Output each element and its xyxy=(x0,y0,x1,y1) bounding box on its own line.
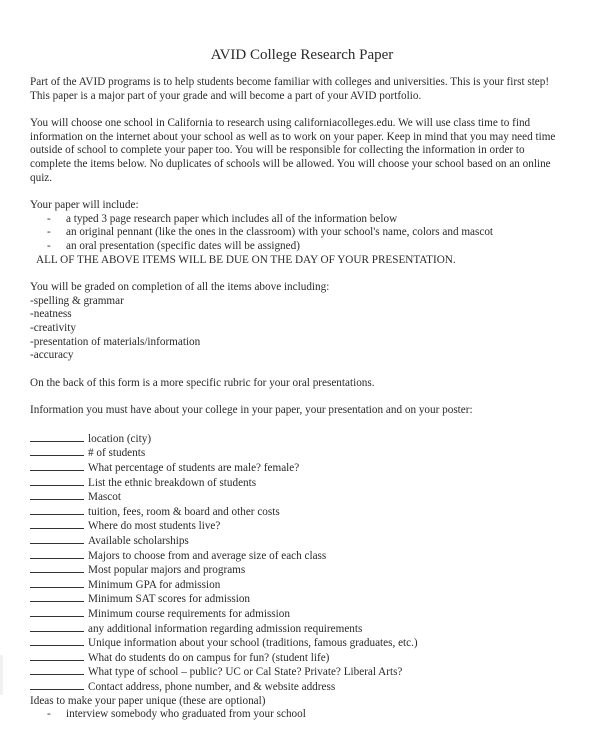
blank-line xyxy=(30,490,84,500)
checklist-item-label: Minimum course requirements for admission xyxy=(88,608,290,620)
checklist-item xyxy=(30,665,560,680)
checklist xyxy=(30,432,560,695)
blank-line xyxy=(30,461,84,471)
checklist-item-label: Unique information about your school (traditions, famous graduates, etc.) xyxy=(88,637,418,650)
checklist-item xyxy=(30,563,560,578)
list-item: -presentation of materials/information xyxy=(30,335,201,348)
checklist-item xyxy=(30,549,560,564)
blank-line xyxy=(30,505,84,515)
graded-section xyxy=(30,281,560,363)
blank-line xyxy=(30,534,84,544)
checklist-item xyxy=(30,607,560,622)
checklist-item xyxy=(30,490,560,505)
checklist-item-label: Minimum SAT scores for admission xyxy=(88,593,251,606)
list-item: - an original pennant (like the ones in the classroom) with your school's name, colors and mascot xyxy=(47,226,560,240)
list-item: - a typed 3 page research paper which includes all of the information below xyxy=(47,213,560,227)
checklist-item-label: any additional information regarding admission requirements xyxy=(88,622,363,635)
checklist-item-label: What percentage of students are male? female? xyxy=(88,462,300,475)
blank-line xyxy=(30,578,84,588)
blank-line xyxy=(30,476,84,486)
checklist-item-label: Contact address, phone number, and & website address xyxy=(88,680,336,693)
graded-heading: You will be graded on completion of all the items above including: xyxy=(30,281,330,294)
info-heading: Information you must have about your college in your paper, your presentation and on your poster: xyxy=(30,404,473,417)
blank-line xyxy=(30,446,84,456)
checklist-item xyxy=(30,578,560,593)
intro-paragraph: Part of the AVID programs is to help students become familiar with colleges and universities. This is your first step! This paper is a major part of your grade and will become a part of your AVID portfolio. xyxy=(30,76,550,102)
blank-line xyxy=(30,563,84,573)
list-item: -accuracy xyxy=(30,349,74,362)
paper-include-section xyxy=(30,199,560,267)
ideas-section xyxy=(30,695,560,722)
instructions-paragraph: You will choose one school in California to research using californiacolleges.edu. We will use class time to find information on the internet about your school as well as to work on your paper. Keep in mind that you may need time outside of school to complete your paper too. You will be responsible for collecting the information in order to complete the items below. No duplicates of schools will be allowed. You will choose your school based on an online quiz. xyxy=(30,117,556,184)
paper-include-list xyxy=(30,213,560,254)
checklist-item-label: tuition, fees, room & board and other costs xyxy=(88,505,280,518)
checklist-item-label: Minimum GPA for admission xyxy=(88,578,221,591)
blank-line xyxy=(30,665,84,675)
checklist-item-label: # of students xyxy=(88,447,146,460)
blank-line xyxy=(30,607,84,617)
checklist-item-label: Most popular majors and programs xyxy=(88,564,246,577)
faint-footer-mark xyxy=(300,690,450,698)
due-note: ALL OF THE ABOVE ITEMS WILL BE DUE ON THE DAY OF YOUR PRESENTATION. xyxy=(36,253,456,266)
checklist-item xyxy=(30,476,560,491)
paper-include-heading: Your paper will include: xyxy=(30,199,139,212)
blank-line xyxy=(30,432,84,442)
checklist-item-label: Mascot xyxy=(88,491,121,504)
checklist-item xyxy=(30,446,560,461)
ideas-list xyxy=(30,708,560,722)
checklist-item xyxy=(30,680,560,695)
list-item: -creativity xyxy=(30,321,76,334)
blank-line xyxy=(30,519,84,529)
list-item: -spelling & grammar xyxy=(30,294,124,307)
blank-line xyxy=(30,622,84,632)
checklist-item-label: Available scholarships xyxy=(88,535,189,548)
checklist-item-label: Majors to choose from and average size of each class xyxy=(88,549,327,562)
checklist-item-label: location (city) xyxy=(88,432,152,445)
blank-line xyxy=(30,592,84,602)
graded-list xyxy=(30,295,560,363)
checklist-item xyxy=(30,534,560,549)
document-title: AVID College Research Paper xyxy=(210,47,394,63)
checklist-item-label: What type of school – public? UC or Cal State? Private? Liberal Arts? xyxy=(88,666,403,679)
list-item: - an oral presentation (specific dates will be assigned) xyxy=(47,240,560,254)
checklist-item-label: List the ethnic breakdown of students xyxy=(88,476,257,489)
checklist-item xyxy=(30,505,560,520)
blank-line xyxy=(30,680,84,690)
checklist-item xyxy=(30,592,560,607)
checklist-item xyxy=(30,432,560,447)
list-item: - interview somebody who graduated from your school xyxy=(47,708,560,722)
checklist-item xyxy=(30,461,560,476)
checklist-item xyxy=(30,519,560,534)
ideas-heading: Ideas to make your paper unique (these are optional) xyxy=(30,694,266,707)
checklist-item xyxy=(30,622,560,637)
scan-edge-mark xyxy=(0,655,3,695)
checklist-item xyxy=(30,636,560,651)
blank-line xyxy=(30,636,84,646)
checklist-item xyxy=(30,651,560,666)
list-item: -neatness xyxy=(30,308,72,321)
blank-line xyxy=(30,549,84,559)
checklist-item-label: What do students do on campus for fun? (student life) xyxy=(88,651,330,664)
rubric-note: On the back of this form is a more specific rubric for your oral presentations. xyxy=(30,376,375,389)
blank-line xyxy=(30,651,84,661)
checklist-item-label: Where do most students live? xyxy=(88,520,221,533)
